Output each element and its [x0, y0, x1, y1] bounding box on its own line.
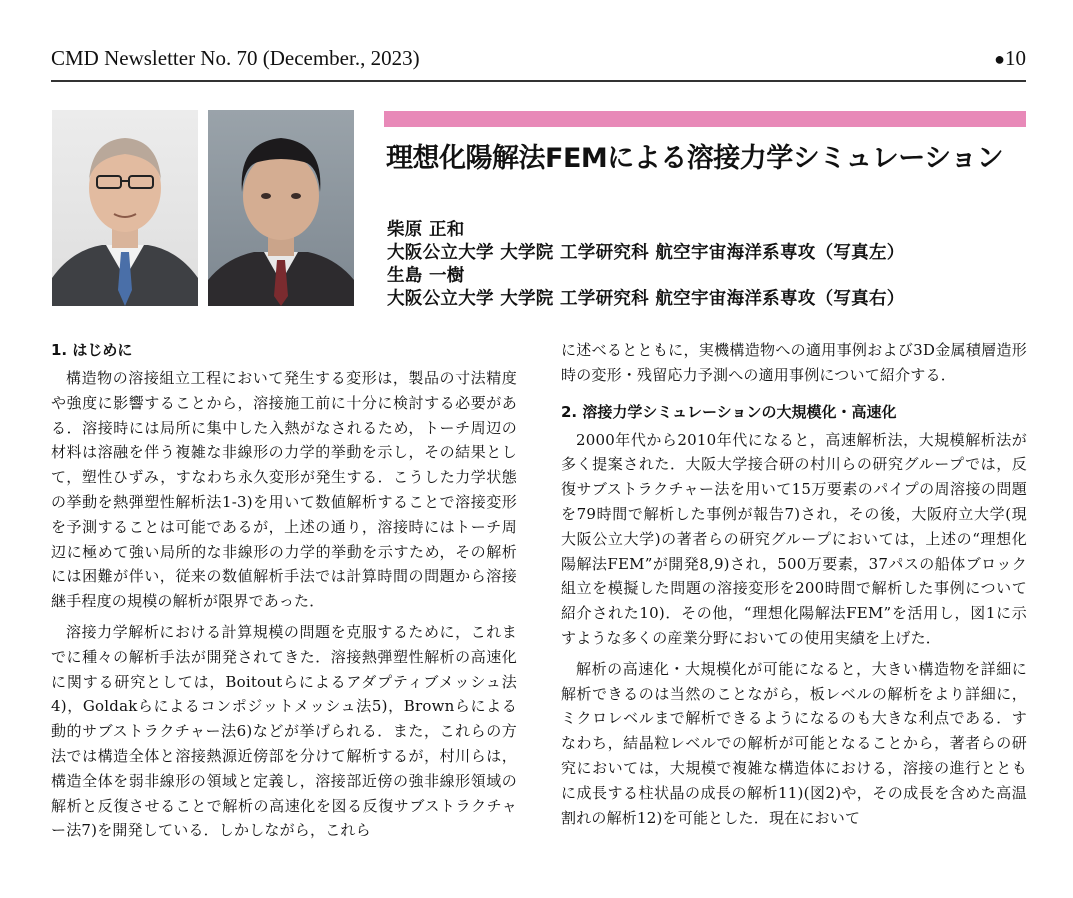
body-paragraph: 溶接力学解析における計算規模の問題を克服するために，これまでに種々の解析手法が開発されてきた．溶接熱弾塑性解析の高速化に関する研究としては，Boitoutらによるアダプティブメッシュ法4)，Goldakらによるコンポジットメッシュ法5)，Brownらによる動的サブストラクチャー法6)などが挙げられる．また，これらの方法では構造全体と溶接熱源近傍部を分けて解析するが，村川らは，構造全体を弱非線形の領域と定義し，溶接部近傍の強非線形領域の解析と反復させることで解析の高速化を図る反復サブストラクチャー法7)を開発している．しかしながら，これら — [51, 622, 517, 840]
title-accent-bar — [384, 111, 1026, 127]
author-name: 柴原 正和 — [387, 220, 465, 240]
page-number-value: 10 — [1005, 46, 1026, 70]
author-affiliation: 大阪公立大学 大学院 工学研究科 航空宇宙海洋系専攻（写真右） — [387, 289, 905, 309]
body-paragraph: 解析の高速化・大規模化が可能になると，大きい構造物を詳細に解析できるのは当然のことながら，板レベルの解析をより詳細に，ミクロレベルまで解析できるようになるのも大きな利点である．すなわち，結晶粒レベルでの解析が可能となることから，著者らの研究においては，大規模で複雑な構造体における，溶接の進行とともに成長する柱状晶の成長の解析11)(図2)や，その成長を含めた高温割れの解析12)を可能とした．現在において — [561, 659, 1027, 827]
author-photo-right — [208, 110, 354, 306]
left-column — [51, 338, 517, 843]
article-title: 理想化陽解法FEMによる溶接力学シミュレーション — [386, 143, 1004, 174]
right-column — [561, 338, 1027, 830]
body-paragraph: に述べるとともに，実機構造物への適用事例および3D金属積層造形時の変形・残留応力予測への適用事例について紹介する． — [561, 341, 1027, 384]
page-number — [994, 46, 1026, 71]
header-rule — [51, 80, 1026, 82]
author-affiliation: 大阪公立大学 大学院 工学研究科 航空宇宙海洋系専攻（写真左） — [387, 243, 905, 263]
page-marker: ● — [994, 49, 1005, 69]
section-heading: 2. 溶接力学シミュレーションの大規模化・高速化 — [561, 402, 897, 421]
author-block — [387, 219, 905, 311]
author-photo-left — [52, 110, 198, 306]
body-paragraph: 構造物の溶接組立工程において発生する変形は，製品の寸法精度や強度に影響することから，溶接施工前に十分に検討する必要がある．溶接時には局所に集中した入熱がなされるため，トーチ周辺の材料は溶融を伴う複雑な非線形の力学的挙動を示し，その結果として，塑性ひずみ，すなわち永久変形が発生する．こうした力学状態の挙動を熱弾塑性解析法1-3)を用いて数値解析することで溶接変形を予測することは可能であるが，上述の通り，溶接時にはトーチ周辺に極めて強い局所的な非線形の力学的挙動を示すため，その解析には困難が伴い，従来の数値解析手法では計算時間の問題から溶接継手程度の規模の解析が限界であった． — [51, 369, 517, 611]
body-paragraph: 2000年代から2010年代になると，高速解析法，大規模解析法が多く提案された．大阪大学接合研の村川らの研究グループでは，反復サブストラクチャー法を用いて15万要素のパイプの周溶接の問題を79時間で解析した事例が報告7)され，その後，大阪府立大学(現大阪公立大学)の著者らの研究グループにおいては，上述の“理想化陽解法FEM”が開発8,9)され，500万要素，37パスの船体ブロック組立を模擬した問題の溶接変形を200時間で解析した事例について紹介された10)．その他，“理想化陽解法FEM”を活用し，図1に示すような多くの産業分野においての使用実績を上げた． — [561, 430, 1027, 647]
section-heading: 1. はじめに — [51, 341, 133, 359]
author-name: 生島 一樹 — [387, 266, 465, 286]
newsletter-title: CMD Newsletter No. 70 (December., 2023) — [51, 46, 420, 70]
